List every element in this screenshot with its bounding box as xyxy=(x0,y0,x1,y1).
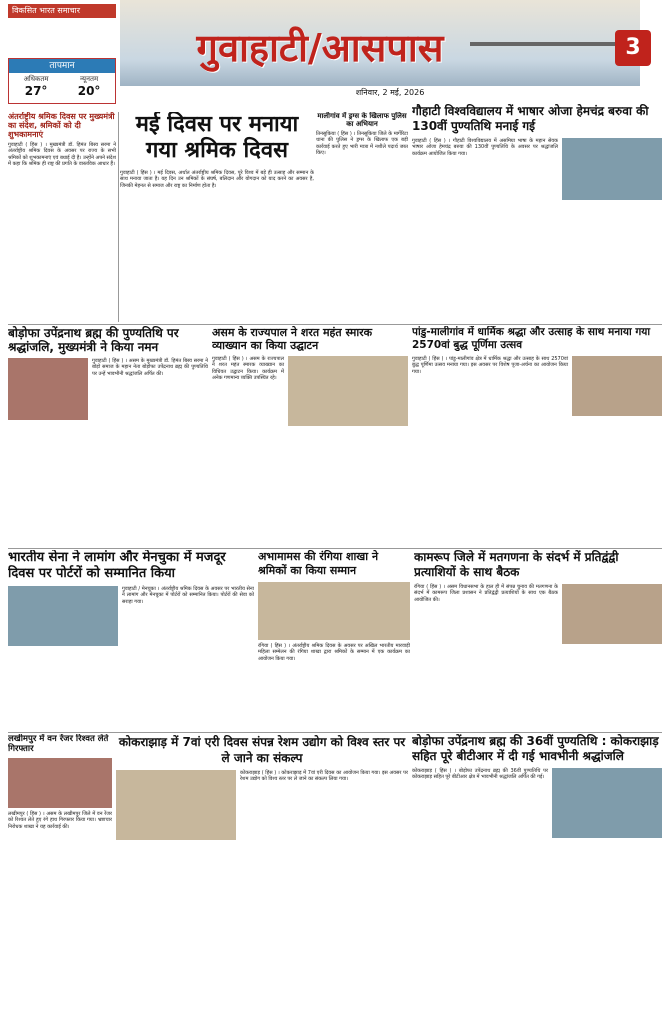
body: गुवाहाटी ( हिंस ) । पांडु-मालीगांव क्षेत्र में धार्मिक श्रद्धा और उत्साह के साथ 2570वां बुद्ध पूर्णिमा उत्सव मनाया गया। इस अवसर पर विशेष पूजा-अर्चना का आयोजन किया गया। xyxy=(412,356,568,375)
body: कोकराझाड़ ( हिंस ) । कोकराझाड़ में 7वां एरी दिवस का आयोजन किया गया। इस अवसर पर रेशम उद्योग को विश्व स्तर पर ले जाने का संकल्प लिया गया। xyxy=(240,770,408,783)
story-cm-message xyxy=(8,112,116,322)
body: कोकराझाड़ ( हिंस ) । बोड़ोफा उपेंद्रनाथ ब्रह्म की 36वीं पुण्यतिथि पर कोकराझाड़ सहित पूरे बीटीआर क्षेत्र में भावभीनी श्रद्धांजलि अर्पित की गई। xyxy=(412,768,548,781)
story-bodofa-tribute xyxy=(8,326,208,546)
max-temp: 27° xyxy=(24,84,48,98)
story-governor xyxy=(212,326,408,546)
headline: बोड़ोफा उपेंद्रनाथ ब्रह्म की पुण्यतिथि पर श्रद्धांजलि, मुख्यमंत्री ने किया नमन xyxy=(8,326,179,354)
event-photo xyxy=(8,586,118,646)
date-line: शनिवार, 2 मई, 2026 xyxy=(355,88,425,97)
headline: कामरूप जिले में मतगणना के संदर्भ में प्रतिद्वंद्वी प्रत्याशियों के साथ बैठक xyxy=(414,550,619,579)
weather-label: तापमान xyxy=(9,59,115,73)
headline: पांडु-मालीगांव में धार्मिक श्रद्धा और उत्साह के साथ मनाया गया 2570वां बुद्ध पूर्णिमा उत्सव xyxy=(412,326,651,351)
story-army-porters xyxy=(8,550,254,730)
story-may-day xyxy=(120,112,314,322)
body: गुवाहाटी ( हिंस ) । मई दिवस, अर्थात अंतर्राष्ट्रीय श्रमिक दिवस, पूरे विश्व में बड़े ही उत्साह और सम्मान के साथ मनाया जाता है। यह दिन उन श्रमिकों के संघर्ष, बलिदान और योगदान को याद करने का अवसर है, जिनकी मेहनत से समाज और राष्ट्र का निर्माण होता है। xyxy=(120,170,314,189)
meeting-photo xyxy=(562,584,662,644)
weather-box xyxy=(8,58,116,104)
row-divider xyxy=(8,324,662,325)
headline: भारतीय सेना ने लामांग और मेनचुका में मजदूर दिवस पर पोर्टरों को सम्मानित किया xyxy=(8,550,226,581)
page-title: गुवाहाटी/आसपास xyxy=(196,25,444,70)
event-photo xyxy=(116,770,236,840)
body: गुवाहाटी ( हिंस ) । असम के राज्यपाल ने शरत महंत स्मारक व्याख्यान का विधिवत उद्घाटन किया। कार्यक्रम में अनेक गणमान्य व्यक्ति उपस्थित रहे। xyxy=(212,356,284,382)
divider xyxy=(118,112,119,322)
portrait-photo xyxy=(8,358,88,420)
body: रंगिया ( हिंस ) । अंतर्राष्ट्रीय श्रमिक दिवस के अवसर पर अखिल भारतीय मारवाड़ी महिला सम्मेलन की रंगिया शाखा द्वारा श्रमिकों के सम्मान में एक कार्यक्रम का आयोजन किया गया। xyxy=(258,643,410,662)
min-temp: 20° xyxy=(77,84,101,98)
story-gauhati-univ xyxy=(412,104,662,322)
body: गुवाहाटी ( हिंस ) । गौहाटी विश्वविद्यालय में असमिया भाषा के महान सेवक भाषार ओजा हेमचंद्र बरुवा की 130वीं पुण्यतिथि के अवसर पर श्रद्धांजलि कार्यक्रम आयोजित किया गया। xyxy=(412,138,558,157)
event-photo xyxy=(572,356,662,416)
headline: कोकराझाड़ में 7वां एरी दिवस संपन्न रेशम उद्योग को विश्व स्तर पर ले जाने का संकल्प xyxy=(118,735,406,765)
event-photo xyxy=(562,138,662,200)
body: लखीमपुर ( हिंस ) । असम के लखीमपुर जिले में वन रेंजर को रिश्वत लेते हुए रंगे हाथ गिरफ्तार किया गया। भ्रष्टाचार निरोधक शाखा ने यह कार्रवाई की। xyxy=(8,811,112,830)
headline: मई दिवस पर मनाया गया श्रमिक दिवस xyxy=(135,112,299,163)
story-bodofa-36th xyxy=(412,734,662,1018)
headline: बोड़ोफा उपेंद्रनाथ ब्रह्म की 36वीं पुण्यतिथि : कोकराझाड़ सहित पूरे बीटीआर में दी गई भावभीनी श्रद्धांजलि xyxy=(412,734,659,763)
max-label: अधिकतम xyxy=(23,75,49,83)
body: रंगिया ( हिंस ) । असम विधानसभा के हाल ही में संपन्न चुनाव की मतगणना के संदर्भ में कामरूप जिला प्रशासन ने प्रतिद्वंद्वी प्रत्याशियों के साथ एक बैठक आयोजित की। xyxy=(414,584,558,603)
headline: असम के राज्यपाल ने शरत महंत स्मारक व्याख्यान का किया उद्घाटन xyxy=(212,326,373,352)
body: गुवाहाटी / मेनचुका । अंतर्राष्ट्रीय श्रमिक दिवस के अवसर पर भारतीय सेना ने लामांग और मेनचुका में पोर्टरों को सम्मानित किया। पोर्टरों की सेवा को सराहा गया। xyxy=(122,586,254,605)
min-label: न्यूनतम xyxy=(79,75,99,83)
headline: अभामामस की रंगिया शाखा ने श्रमिकों का किया सम्मान xyxy=(258,550,379,577)
story-lakhimpur-ranger xyxy=(8,734,112,1018)
story-rangia-workers xyxy=(258,550,410,730)
event-photo xyxy=(552,768,662,838)
story-drugs xyxy=(316,112,408,322)
body: गुवाहाटी ( हिंस ) । असम के मुख्यमंत्री डॉ. हिमंत बिस्व सरमा ने बोड़ो समाज के महान नेता बोड़ोफा उपेंद्रनाथ ब्रह्म की पुण्यतिथि पर उन्हें भावभीनी श्रद्धांजलि अर्पित की। xyxy=(92,358,208,377)
event-photo xyxy=(258,582,410,640)
story-eri-day xyxy=(116,734,408,1018)
body: गुवाहाटी ( हिंस ) । मुख्यमंत्री डॉ. हिमंत बिस्व सरमा ने अंतर्राष्ट्रीय श्रमिक दिवस के अवसर पर राज्य के सभी श्रमिकों को शुभकामनाएं एवं बधाई दी है। उन्होंने अपने संदेश में कहा कि श्रमिक ही राष्ट्र की प्रगति के वास्तविक आधार हैं। xyxy=(8,142,116,168)
section-tag: विकसित भारत समाचार xyxy=(8,4,116,18)
body: तिनसुकिया ( हिंस ) । तिनसुकिया जिले के मार्गेरिटा थाना की पुलिस ने ड्रग्स के खिलाफ एक बड़ी कार्रवाई करते हुए भारी मात्रा में नशीले पदार्थ जब्त किए। xyxy=(316,131,408,157)
headline: अंतर्राष्ट्रीय श्रमिक दिवस पर मुख्यमंत्री का संदेश, श्रमिकों को दी शुभकामनाएं xyxy=(8,112,115,139)
row-divider xyxy=(8,732,662,733)
row-divider xyxy=(8,548,662,549)
headline: गौहाटी विश्वविद्यालय में भाषार ओजा हेमचंद्र बरुवा की 130वीं पुण्यतिथि मनाई गई xyxy=(412,104,649,133)
story-buddha-purnima xyxy=(412,326,662,546)
page-number: 3 xyxy=(615,30,651,66)
event-photo xyxy=(288,356,408,426)
story-kamrup-counting xyxy=(414,550,662,730)
arrest-photo xyxy=(8,758,112,808)
headline: मालीगांव में ड्रग्स के खिलाफ पुलिस का अभियान xyxy=(317,112,407,128)
headline: लखीमपुर में वन रेंजर रिश्वत लेते गिरफ्तार xyxy=(8,734,109,754)
